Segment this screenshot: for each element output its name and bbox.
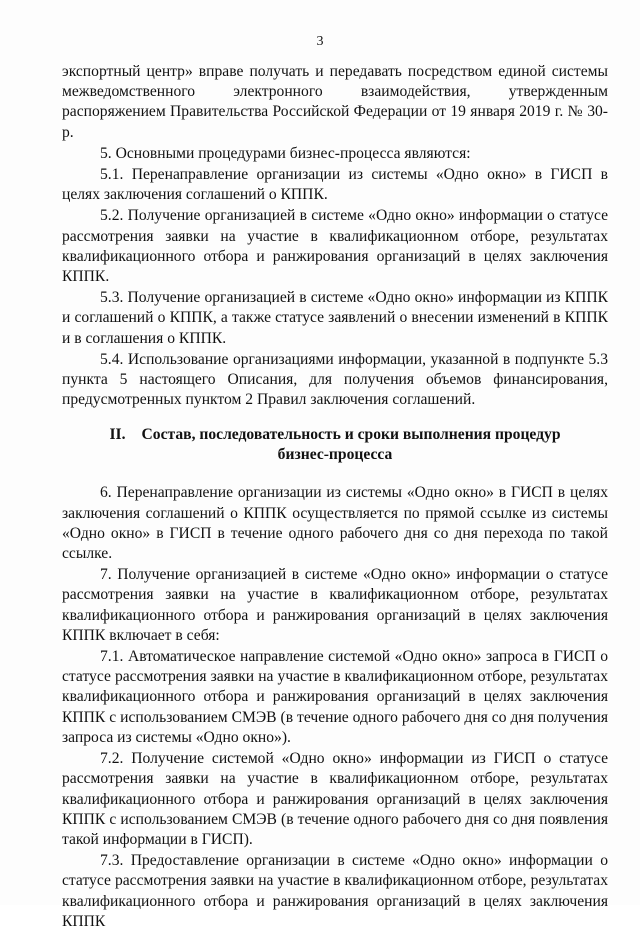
- paragraph-5-4: 5.4. Использование организациями информации, указанной в подпункте 5.3 пункта 5 настоящего Описания, для получения объемов финансирования, предусмотренных пунктом 2 Правил заключения соглашений.: [62, 350, 608, 409]
- paragraph-6: 6. Перенаправление организации из системы «Одно окно» в ГИСП в целях заключения соглашений о КППК осуществляется по прямой ссылке из системы «Одно окно» в ГИСП в течение одного рабочего дня со дня перехода по такой ссылке.: [62, 484, 608, 563]
- paragraph-continuation: экспортный центр» вправе получать и передавать посредством единой системы межведомственного электронного взаимодействия, утвержденным распоряжением Правительства Российской Федерации от 19 января 2019 г. № 30-р.: [62, 63, 608, 141]
- section-heading: [62, 425, 608, 465]
- paragraph-5-1: 5.1. Перенаправление организации из системы «Одно окно» в ГИСП в целях заключения соглашений о КППК.: [62, 166, 608, 204]
- section-number: II.: [109, 426, 126, 444]
- paragraph-7-3: 7.3. Предоставление организации в системе «Одно окно» информации о статусе рассмотрения заявки на участие в квалификационном отборе, результатах квалификационного отбора и ранжирования организаций в целях заключения КППК: [62, 852, 608, 930]
- paragraph-5-3: 5.3. Получение организацией в системе «Одно окно» информации из КППК и соглашений о КППК, а также статусе заявлений о внесении изменений в КППК и в соглашения о КППК.: [62, 289, 608, 347]
- paragraph-7-1: 7.1. Автоматическое направление системой «Одно окно» запроса в ГИСП о статусе рассмотрения заявки на участие в квалификационном отборе, результатах квалификационного отбора и ранжирования организаций в целях заключения КППК с использованием СМЭВ (в течение одного рабочего дня со дня получения запроса из системы «Одно окно»).: [62, 648, 608, 746]
- document-body: [62, 62, 608, 932]
- paragraph-7: 7. Получение организацией в системе «Одно окно» информации о статусе рассмотрения заявки на участие в квалификационном отборе, результатах квалификационного отбора и ранжирования организаций в целях заключения КППК включает в себя:: [62, 566, 608, 644]
- paragraph-7-2: 7.2. Получение системой «Одно окно» информации из ГИСП о статусе рассмотрения заявки на участие в квалификационном отборе, результатах квалификационного отбора и ранжирования организаций в целях заключения КППК с использованием СМЭВ (в течение одного рабочего дня со дня появления такой информации в ГИСП).: [62, 750, 608, 848]
- page-number: 3: [316, 34, 324, 49]
- paragraph-5: 5. Основными процедурами бизнес-процесса являются:: [100, 144, 471, 162]
- section-title-line1: Состав, последовательность и сроки выполнения процедур: [141, 426, 561, 444]
- paragraph-5-2: 5.2. Получение организацией в системе «Одно окно» информации о статусе рассмотрения заявки на участие в квалификационном отборе, результатах квалификационного отбора и ранжирования организаций в целях заключения КППК.: [62, 207, 608, 286]
- section-title-line2: бизнес-процесса: [277, 446, 393, 464]
